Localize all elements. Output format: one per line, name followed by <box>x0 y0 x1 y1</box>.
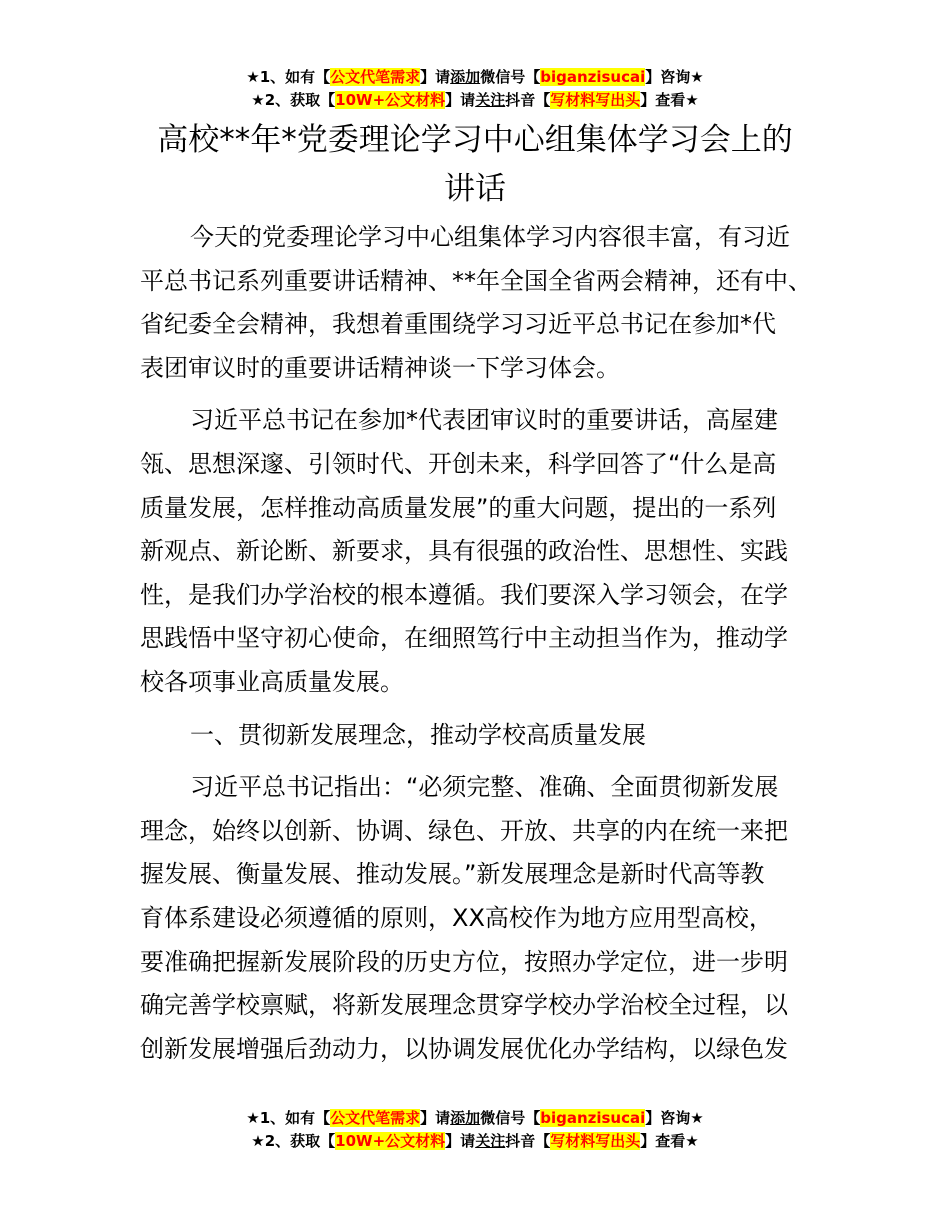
promo-line-2: ★2、获取【10W+公文材料】请关注抖音【写材料写出头】查看★ <box>251 1132 699 1150</box>
text-line: 要准确把握新发展阶段的历史方位，按照办学定位，进一步明 <box>140 947 788 976</box>
section-heading <box>140 714 840 758</box>
star-icon: ★ <box>690 1109 704 1127</box>
text-line: 创新发展增强后劲动力，以协调发展优化办学结构，以绿色发 <box>140 1034 788 1063</box>
star-icon: ★ <box>685 91 699 109</box>
star-icon: ★ <box>251 1132 265 1150</box>
text-line: 新观点、新论断、新要求，具有很强的政治性、思想性、实践 <box>140 537 788 566</box>
highlight-wechat-id: biganzisucai <box>540 68 646 86</box>
text-line: 握发展、衡量发展、推动发展。”新发展理念是新时代高等教 <box>140 860 765 889</box>
star-icon: ★ <box>251 91 265 109</box>
text-line: 质量发展，怎样推动高质量发展”的重大问题，提出的一系列 <box>140 493 777 522</box>
document-body <box>140 216 840 1080</box>
paragraph <box>140 216 840 390</box>
text-line: 平总书记系列重要讲话精神、**年全国全省两会精神，还有中、 <box>140 266 812 295</box>
text-line: 校各项事业高质量发展。 <box>140 667 404 696</box>
highlight-wechat-id: biganzisucai <box>540 1109 646 1127</box>
title-line: 讲话 <box>444 171 506 207</box>
text-line: 瓴、思想深邃、引领时代、开创未来，科学回答了“什么是高 <box>140 449 777 478</box>
highlight-ghostwriting: 公文代笔需求 <box>330 1109 421 1127</box>
text-line: 今天的党委理论学习中心组集体学习内容很丰富，有习近 <box>190 223 790 251</box>
title-line: 高校**年*党委理论学习中心组集体学习会上的 <box>157 122 793 158</box>
star-icon: ★ <box>690 68 704 86</box>
text-line: 表团审议时的重要讲话精神谈一下学习体会。 <box>140 353 620 382</box>
promo-line-1: ★1、如有【公文代笔需求】请添加微信号【biganzisucai】咨询★ <box>246 1109 704 1127</box>
text-line: 性，是我们办学治校的根本遵循。我们要深入学习领会，在学 <box>140 580 788 609</box>
text-line: 育体系建设必须遵循的原则，XX高校作为地方应用型高校， <box>140 903 773 932</box>
highlight-materials: 10W+公文材料 <box>335 91 446 109</box>
promo-line-2: ★2、获取【10W+公文材料】请关注抖音【写材料写出头】查看★ <box>251 91 699 109</box>
text-line: 习近平总书记在参加*代表团审议时的重要讲话，高屋建 <box>190 406 778 435</box>
star-icon: ★ <box>246 1109 260 1127</box>
text-line: 一、贯彻新发展理念，推动学校高质量发展 <box>190 720 646 749</box>
text-line: 确完善学校禀赋，将新发展理念贯穿学校办学治校全过程，以 <box>140 991 788 1020</box>
document-title <box>130 116 820 214</box>
star-icon: ★ <box>246 68 260 86</box>
text-line: 理念，始终以创新、协调、绿色、开放、共享的内在统一来把 <box>140 816 788 845</box>
promo-line-1: ★1、如有【公文代笔需求】请添加微信号【biganzisucai】咨询★ <box>246 68 704 86</box>
paragraph <box>140 399 840 704</box>
highlight-materials: 10W+公文材料 <box>335 1132 446 1150</box>
highlight-douyin: 写材料写出头 <box>550 91 641 109</box>
highlight-douyin: 写材料写出头 <box>550 1132 641 1150</box>
highlight-ghostwriting: 公文代笔需求 <box>330 68 421 86</box>
text-line: 思践悟中坚守初心使命，在细照笃行中主动担当作为，推动学 <box>140 624 788 653</box>
star-icon: ★ <box>685 1132 699 1150</box>
header-promo-banner <box>0 66 950 112</box>
text-line: 省纪委全会精神，我想着重围绕学习习近平总书记在参加*代 <box>140 310 776 339</box>
footer-promo-banner <box>0 1107 950 1153</box>
text-line: 习近平总书记指出：“必须完整、准确、全面贯彻新发展 <box>190 773 779 802</box>
paragraph <box>140 766 840 1071</box>
